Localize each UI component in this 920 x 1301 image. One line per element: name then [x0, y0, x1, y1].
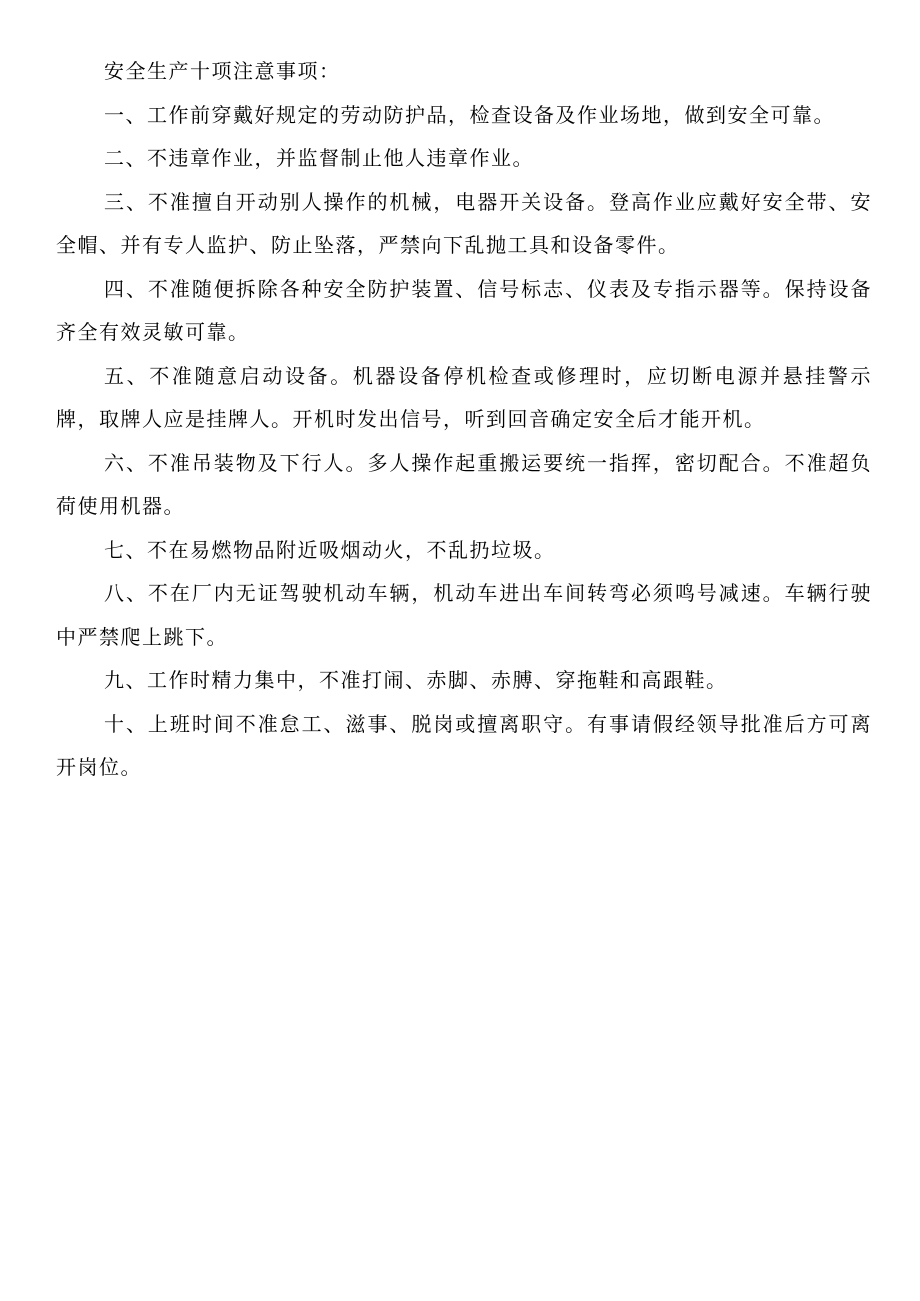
document-title: 安全生产十项注意事项：: [104, 59, 341, 83]
rule-item-2: 二、不违章作业，并监督制止他人违章作业。: [104, 146, 534, 170]
rule-item-6: 六、不准吊装物及下行人。多人操作起重搬运要统一指挥，密切配合。不准超负荷使用机器。: [56, 450, 872, 518]
rule-item-10: 十、上班时间不准怠工、滋事、脱岗或擅离职守。有事请假经领导批准后方可离开岗位。: [56, 711, 872, 779]
document-body: [56, 50, 872, 790]
rule-item-9: 九、工作时精力集中，不准打闹、赤脚、赤膊、穿拖鞋和高跟鞋。: [104, 668, 728, 692]
rule-item-4: 四、不准随便拆除各种安全防护装置、信号标志、仪表及专指示器等。保持设备齐全有效灵敏可靠。: [56, 276, 872, 344]
rule-item-3: 三、不准擅自开动别人操作的机械，电器开关设备。登高作业应戴好安全带、安全帽、并有专人监护、防止坠落，严禁向下乱抛工具和设备零件。: [56, 189, 872, 257]
rule-item-5: 五、不准随意启动设备。机器设备停机检查或修理时，应切断电源并悬挂警示牌，取牌人应是挂牌人。开机时发出信号，听到回音确定安全后才能开机。: [56, 363, 872, 431]
rule-item-1: 一、工作前穿戴好规定的劳动防护品，检查设备及作业场地，做到安全可靠。: [104, 102, 835, 127]
rule-item-8: 八、不在厂内无证驾驶机动车辆，机动车进出车间转弯必须鸣号减速。车辆行驶中严禁爬上跳下。: [56, 581, 872, 649]
rule-item-7: 七、不在易燃物品附近吸烟动火，不乱扔垃圾。: [104, 537, 556, 562]
